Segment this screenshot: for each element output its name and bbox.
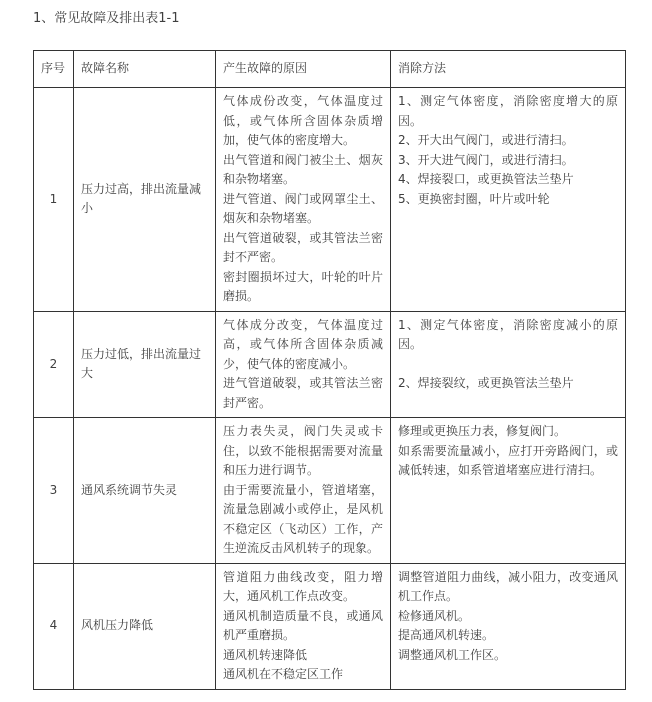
cause-paragraph: 密封圈损坏过大，叶轮的叶片磨损。 <box>223 269 383 303</box>
method-paragraph: 1、测定气体密度，消除密度减小的原因。 <box>398 317 618 351</box>
method-paragraph: 如系需要流量减小，应打开旁路阀门，或减低转速，如系管道堵塞应进行清扫。 <box>398 443 618 477</box>
method-paragraph: 1、测定气体密度，消除密度增大的原因。 <box>398 94 618 128</box>
cause-paragraph: 出气管道和阀门被尘土、烟灰和杂物堵塞。 <box>223 152 383 186</box>
header-cell-method: 消除方法 <box>391 51 626 88</box>
table-row <box>34 88 626 312</box>
method-paragraph <box>398 355 618 375</box>
cause-paragraph: 气体成分改变，气体温度过高，或气体所含固体杂质减少，使气体的密度减小。 <box>223 317 383 371</box>
fault-table-body <box>34 88 626 690</box>
cause-paragraph: 气体成份改变，气体温度过低，或气体所含固体杂质增加，使气体的密度增大。 <box>223 94 383 147</box>
cause-paragraph: 通风机在不稳定区工作 <box>223 667 344 681</box>
method-paragraph: 调整通风机工作区。 <box>398 647 507 662</box>
fault-name-cell: 风机压力降低 <box>74 563 216 689</box>
fault-method-cell <box>391 563 626 689</box>
fault-table <box>33 50 626 690</box>
table-row <box>34 418 626 564</box>
method-paragraph: 2、焊接裂纹，或更换管法兰垫片 <box>398 376 574 390</box>
fault-cause-cell <box>216 563 391 689</box>
row-number-cell: 4 <box>34 563 74 689</box>
row-number-cell: 2 <box>34 311 74 418</box>
row-number-cell: 3 <box>34 418 74 564</box>
row-number-cell: 1 <box>34 88 74 312</box>
method-paragraph: 2、开大出气阀门，或进行清扫。 <box>398 133 574 147</box>
fault-name-cell: 压力过低，排出流量过大 <box>74 311 216 418</box>
page-title: 1、常见故障及排出表1-1 <box>33 11 180 26</box>
cause-paragraph: 出气管道破裂，或其管法兰密封不严密。 <box>223 230 383 264</box>
cause-paragraph: 管道阻力曲线改变，阻力增大，通风机工作点改变。 <box>223 569 383 603</box>
header-cell-name: 故障名称 <box>74 51 216 88</box>
cause-paragraph: 通风机转速降低 <box>223 647 308 662</box>
cause-paragraph: 压力表失灵，阀门失灵或卡住，以致不能根据需要对流量和压力进行调节。 <box>223 424 383 477</box>
cause-paragraph: 进气管道、阀门或网罩尘土、烟灰和杂物堵塞。 <box>223 191 383 225</box>
method-paragraph: 3、开大进气阀门，或进行清扫。 <box>398 152 574 167</box>
fault-cause-cell <box>216 418 391 564</box>
method-paragraph: 提高通风机转速。 <box>398 628 495 642</box>
fault-name-cell: 压力过高，排出流量减小 <box>74 88 216 312</box>
fault-name-cell: 通风系统调节失灵 <box>74 418 216 564</box>
fault-method-cell <box>391 88 626 312</box>
table-row <box>34 563 626 689</box>
table-row <box>34 311 626 418</box>
fault-method-cell <box>391 311 626 418</box>
fault-table-header <box>34 51 626 88</box>
header-cell-no: 序号 <box>34 51 74 88</box>
fault-method-cell <box>391 418 626 564</box>
method-paragraph: 4、焊接裂口，或更换管法兰垫片 <box>398 172 574 186</box>
method-paragraph: 修理或更换压力表，修复阀门。 <box>398 424 567 438</box>
cause-paragraph: 进气管道破裂，或其管法兰密封严密。 <box>223 376 383 410</box>
cause-paragraph: 由于需要流量小，管道堵塞，流量急剧减小或停止，是风机不稳定区（飞动区）工作，产生逆流反击风机转子的现象。 <box>223 482 383 555</box>
method-paragraph: 5、更换密封圈，叶片或叶轮 <box>398 191 550 206</box>
fault-cause-cell <box>216 88 391 312</box>
method-paragraph: 检修通风机。 <box>398 608 471 623</box>
fault-cause-cell <box>216 311 391 418</box>
header-row <box>34 51 626 88</box>
header-cell-cause: 产生故障的原因 <box>216 51 391 88</box>
method-paragraph: 调整管道阻力曲线，减小阻力，改变通风机工作点。 <box>398 569 618 603</box>
cause-paragraph: 通风机制造质量不良，或通风机严重磨损。 <box>223 608 383 642</box>
